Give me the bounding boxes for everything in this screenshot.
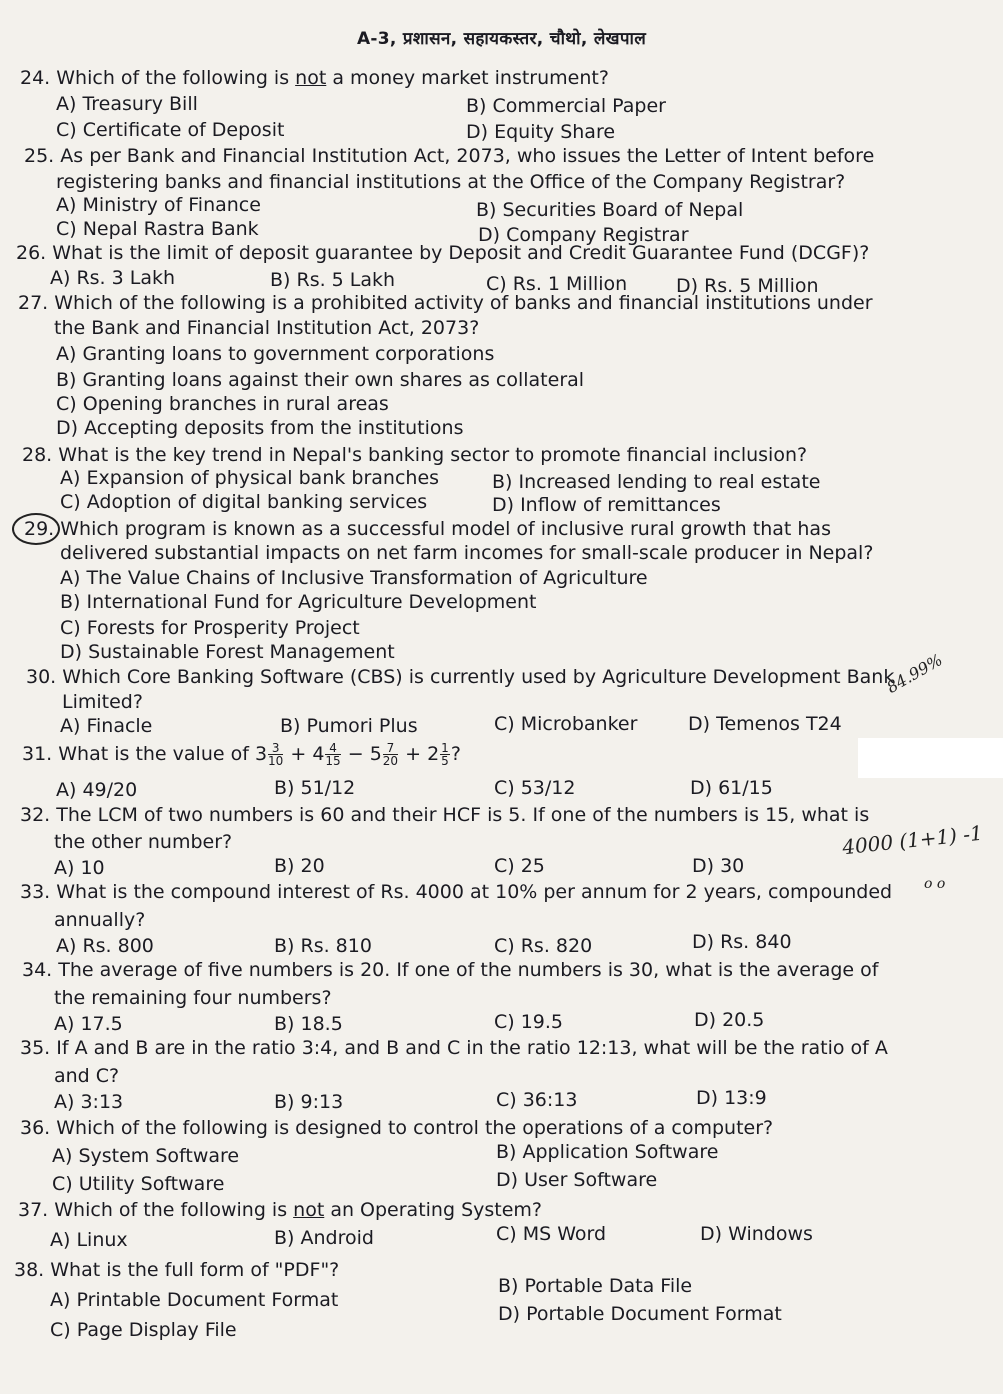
- handwritten-note: o o: [924, 876, 946, 892]
- question-text: If A and B are in the ratio 3:4, and B and C in the ratio 12:13, what will be the ratio of A: [56, 1037, 888, 1059]
- question-text-pre: What is the value of 3: [58, 743, 268, 765]
- option-b: B) Rs. 810: [274, 935, 372, 957]
- option-a: A) 17.5: [54, 1013, 123, 1035]
- question-text-underlined: not: [295, 67, 327, 89]
- option-b: B) International Fund for Agriculture Development: [60, 591, 537, 613]
- option-b: B) Application Software: [496, 1141, 719, 1163]
- option-a: A) Expansion of physical bank branches: [60, 467, 440, 489]
- question-text: Which Core Banking Software (CBS) is currently used by Agriculture Development Bank: [62, 666, 895, 688]
- question-number: 31.: [22, 743, 53, 765]
- question-30: [26, 665, 894, 689]
- fraction: $\frac{4}{15}$: [325, 741, 341, 768]
- question-number: 33.: [20, 881, 51, 903]
- question-text-underlined: not: [293, 1199, 325, 1221]
- option-c: C) Rs. 1 Million: [486, 273, 628, 295]
- option-b: B) 20: [274, 855, 325, 877]
- option-a: A) Granting loans to government corporations: [56, 343, 495, 365]
- option-a: A) Rs. 800: [56, 935, 154, 957]
- fraction: $\frac{3}{10}$: [268, 741, 284, 768]
- question-32: [20, 803, 869, 827]
- question-number: 35.: [20, 1037, 51, 1059]
- option-b: B) Securities Board of Nepal: [476, 199, 744, 221]
- question-33: [20, 880, 892, 904]
- question-number: 30.: [26, 666, 57, 688]
- option-d: D) 20.5: [694, 1009, 765, 1031]
- question-number: 32.: [20, 804, 51, 826]
- question-36: [20, 1116, 773, 1140]
- question-text: Which of the following is a prohibited activity of banks and financial institutions under: [54, 292, 873, 314]
- question-34: [22, 958, 878, 982]
- question-34-line2: the remaining four numbers?: [54, 987, 332, 1009]
- question-text: Which of the following is designed to control the operations of a computer?: [56, 1117, 774, 1139]
- question-25: [24, 144, 874, 168]
- option-a: A) Treasury Bill: [56, 93, 198, 115]
- option-b: B) 51/12: [274, 777, 356, 799]
- option-d: D) Portable Document Format: [498, 1303, 782, 1325]
- option-b: B) Pumori Plus: [280, 715, 418, 737]
- option-b: B) 9:13: [274, 1091, 344, 1113]
- option-c: C) Adoption of digital banking services: [60, 491, 428, 513]
- question-text: The average of five numbers is 20. If one of the numbers is 30, what is the average of: [58, 959, 879, 981]
- option-d: D) Company Registrar: [478, 224, 689, 246]
- option-b: B) 18.5: [274, 1013, 343, 1035]
- option-a: A) Printable Document Format: [50, 1289, 339, 1311]
- question-25-line2: registering banks and financial institutions at the Office of the Company Registrar?: [56, 171, 846, 193]
- question-text: What is the full form of "PDF"?: [50, 1259, 340, 1281]
- option-a: A) 3:13: [54, 1091, 124, 1113]
- option-b: B) Portable Data File: [498, 1275, 693, 1297]
- question-text-post: an Operating System?: [324, 1199, 543, 1221]
- question-text-pre: Which of the following is: [54, 1199, 294, 1221]
- option-c: C) MS Word: [496, 1223, 607, 1245]
- question-number: 27.: [18, 292, 49, 314]
- question-35-line2: and C?: [54, 1065, 120, 1087]
- question-27: [18, 291, 873, 315]
- option-b: B) Granting loans against their own shares as collateral: [56, 369, 585, 391]
- question-30-line2: Limited?: [62, 691, 143, 713]
- option-c: C) Page Display File: [50, 1319, 237, 1341]
- option-a: A) 49/20: [56, 779, 138, 801]
- question-31: 31. What is the value of 3 $\frac{3}{10}$ + 4 $\frac{4}{15}$ − 5 $\frac{7}{20}$ + 2 $\frac{1}{5}$ ?: [22, 741, 461, 768]
- fraction: $\frac{1}{5}$: [441, 741, 449, 768]
- question-28: [22, 443, 807, 467]
- question-24: [20, 66, 609, 90]
- option-c: C) 19.5: [494, 1011, 564, 1033]
- option-a: A) Ministry of Finance: [56, 194, 261, 216]
- option-d: D) Rs. 840: [692, 931, 792, 953]
- option-d: D) Rs. 5 Million: [676, 275, 819, 297]
- question-text-post: a money market instrument?: [326, 67, 609, 89]
- question-text: What is the compound interest of Rs. 4000 at 10% per annum for 2 years, compounded: [56, 881, 893, 903]
- option-b: B) Rs. 5 Lakh: [270, 269, 396, 291]
- question-text-pre: Which of the following is: [56, 67, 296, 89]
- option-c: C) Microbanker: [494, 713, 638, 735]
- question-text: As per Bank and Financial Institution Act, 2073, who issues the Letter of Intent before: [60, 145, 875, 167]
- option-d: D) 30: [692, 855, 745, 877]
- option-c: C) Forests for Prosperity Project: [60, 617, 360, 639]
- option-d: D) 61/15: [690, 777, 773, 799]
- fraction: $\frac{7}{20}$: [382, 741, 399, 768]
- question-29-line2: delivered substantial impacts on net farm incomes for small-scale producer in Nepal?: [60, 542, 874, 564]
- question-number: 36.: [20, 1117, 51, 1139]
- question-number: 28.: [22, 444, 53, 466]
- option-b: B) Increased lending to real estate: [492, 471, 821, 493]
- question-29: [24, 517, 831, 541]
- option-d: D) Sustainable Forest Management: [60, 641, 395, 663]
- question-text: Which program is known as a successful model of inclusive rural growth that has: [60, 518, 831, 540]
- question-37: [18, 1198, 542, 1222]
- option-c: C) 53/12: [494, 777, 576, 799]
- option-c: C) Rs. 820: [494, 935, 593, 957]
- option-c: C) Opening branches in rural areas: [56, 393, 389, 415]
- option-b: B) Commercial Paper: [466, 95, 666, 117]
- option-a: A) 10: [54, 857, 105, 879]
- option-b: B) Android: [274, 1227, 374, 1249]
- option-c: C) 36:13: [496, 1089, 578, 1111]
- question-27-line2: the Bank and Financial Institution Act, 2073?: [54, 317, 480, 339]
- option-c: C) 25: [494, 855, 545, 877]
- option-d: D) 13:9: [696, 1087, 767, 1109]
- option-a: A) Rs. 3 Lakh: [50, 267, 176, 289]
- option-d: D) User Software: [496, 1169, 658, 1191]
- option-c: C) Utility Software: [52, 1173, 225, 1195]
- question-33-line2: annually?: [54, 909, 146, 931]
- question-38: [14, 1258, 339, 1282]
- question-text: What is the key trend in Nepal's banking sector to promote financial inclusion?: [58, 444, 808, 466]
- option-d: D) Temenos T24: [688, 713, 842, 735]
- question-35: [20, 1036, 888, 1060]
- option-d: D) Accepting deposits from the institutions: [56, 417, 464, 439]
- question-26: [16, 241, 869, 265]
- question-number: 37.: [18, 1199, 49, 1221]
- question-number: 24.: [20, 67, 51, 89]
- page-header: A-3, प्रशासन, सहायकस्तर, चौथो, लेखपाल: [356, 29, 647, 49]
- option-d: D) Windows: [700, 1223, 813, 1245]
- question-number: 26.: [16, 242, 47, 264]
- handwritten-note: 84.99%: [883, 650, 946, 697]
- question-text: The LCM of two numbers is 60 and their HCF is 5. If one of the numbers is 15, what is: [56, 804, 870, 826]
- question-number: 25.: [24, 145, 55, 167]
- option-a: A) The Value Chains of Inclusive Transformation of Agriculture: [60, 567, 648, 589]
- option-a: A) Linux: [50, 1229, 128, 1251]
- question-text: What is the limit of deposit guarantee by Deposit and Credit Guarantee Fund (DCGF)?: [52, 242, 870, 264]
- blank-patch: [858, 738, 1003, 778]
- question-number: 34.: [22, 959, 53, 981]
- question-number: 29.: [24, 518, 55, 540]
- option-c: C) Nepal Rastra Bank: [56, 218, 259, 240]
- option-d: D) Inflow of remittances: [492, 494, 721, 516]
- question-32-line2: the other number?: [54, 831, 233, 853]
- handwritten-note: 4000 (1+1) -1: [841, 820, 984, 860]
- question-number: 38.: [14, 1259, 45, 1281]
- option-c: C) Certificate of Deposit: [56, 119, 285, 141]
- option-a: A) System Software: [52, 1145, 240, 1167]
- option-a: A) Finacle: [60, 715, 153, 737]
- option-d: D) Equity Share: [466, 121, 616, 143]
